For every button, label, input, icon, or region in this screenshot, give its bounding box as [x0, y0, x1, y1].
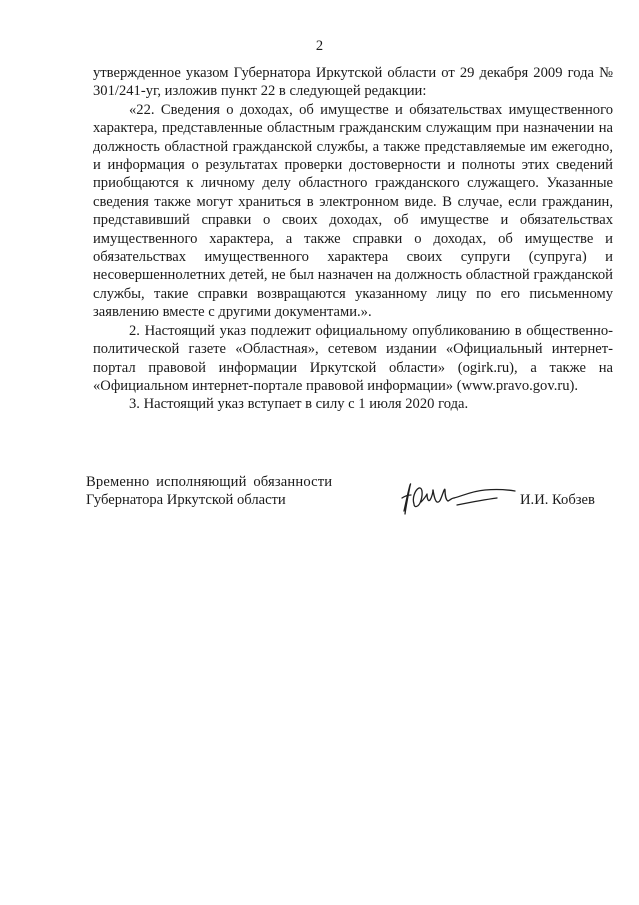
paragraph-item-2: 2. Настоящий указ подлежит официальному опубликованию в общественно-политической газете «Областная», сетевом издании «Официальный интернет-портал правовой информации Иркутской области» (ogirk.ru), а также на «Официальном интернет-портале правовой информации» (www.pravo.gov.ru).	[93, 322, 613, 394]
signatory-position-line-1: Временно исполняющий обязанности	[86, 474, 333, 490]
paragraph-item-3: 3. Настоящий указ вступает в силу с 1 июля 2020 года.	[129, 396, 469, 413]
paragraph-continuation: утвержденное указом Губернатора Иркутской области от 29 декабря 2009 года № 301/241-уг, изложив пункт 22 в следующей редакции:	[93, 65, 613, 100]
signatory-position-line-2: Губернатора Иркутской области	[86, 492, 286, 509]
page-number: 2	[315, 38, 324, 54]
document-body	[93, 64, 613, 414]
signer-name: И.И. Кобзев	[520, 492, 595, 508]
paragraph-item-22: «22. Сведения о доходах, об имуществе и обязательствах имущественного характера, представленные областным гражданским служащим при назначении на должность областной гражданской службы, а также представляемые им ежегодно, и информация о результатах проверки достоверности и полноты этих сведений приобщаются к личному делу областного гражданского служащего. Указанные сведения также могут храниться в электронном виде. В случае, если гражданин, представивший справки о своих доходах, об имуществе и обязательствах имущественного характера, а также справки о доходах, об имуществе и обязательствах имущественного характера своих супруги (супруга) и несовершеннолетних детей, не был назначен на должность областной гражданской службы, такие справки возвращаются указанному лицу по его письменному заявлению вместе с другими документами.».	[93, 101, 613, 321]
handwritten-signature	[397, 478, 517, 518]
signatory-position	[86, 473, 332, 510]
